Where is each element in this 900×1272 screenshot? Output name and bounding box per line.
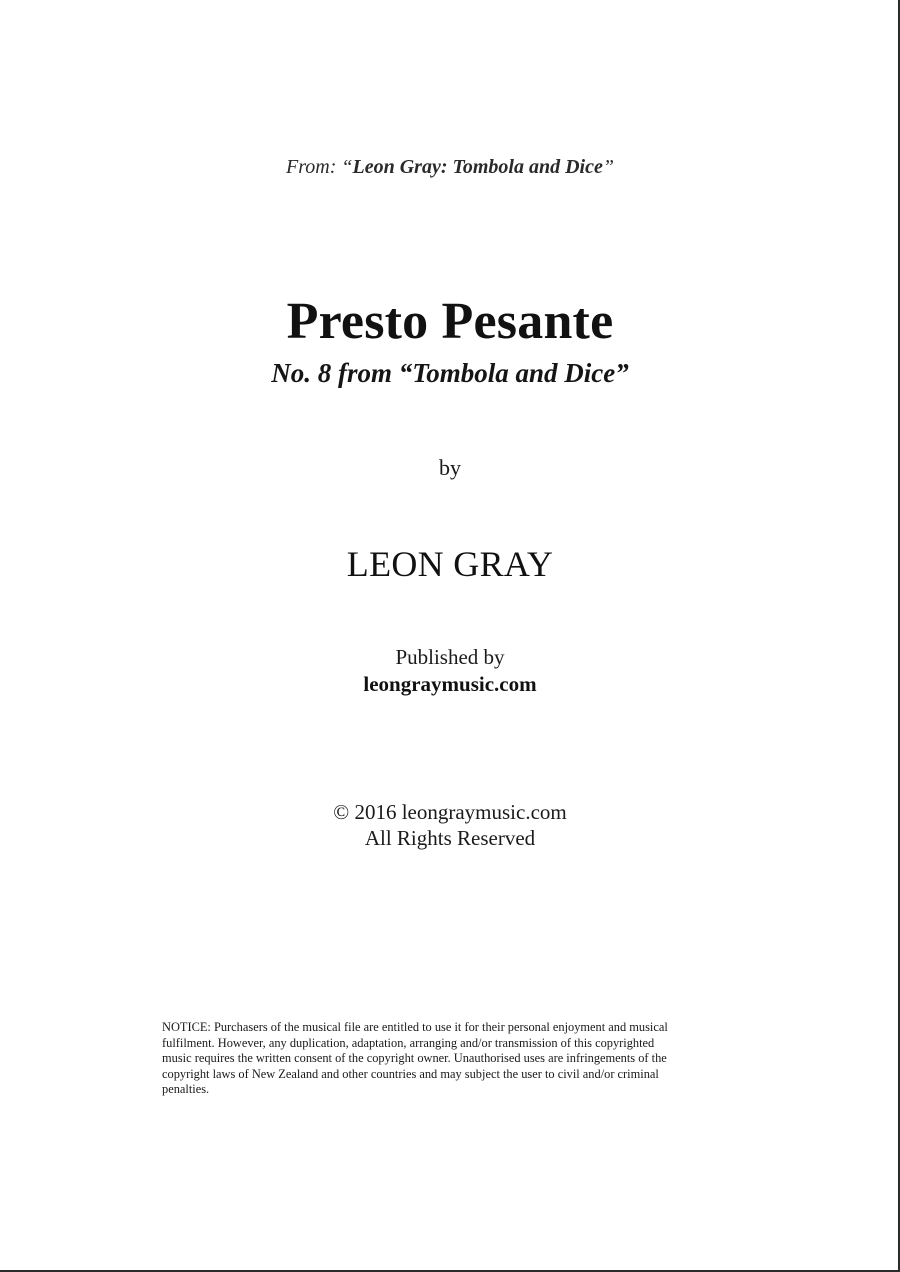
composer-name: LEON GRAY [346,544,554,584]
notice-line: fulfilment. However, any duplication, adaptation, arranging and/or transmission of this copyrighted [162,1035,655,1050]
piece-title: Presto Pesante [286,293,614,350]
notice-line: penalties. [162,1082,210,1096]
copyright-notice [162,1020,786,1098]
source-suffix: ” [602,156,614,178]
copyright-line: © 2016 leongraymusic.com [333,800,567,824]
source-prefix: From: “ [286,156,353,178]
piece-subtitle: No. 8 from “Tombola and Dice” [271,358,629,388]
publisher-name: leongraymusic.com [363,672,537,696]
rights-line: All Rights Reserved [364,826,536,850]
published-by-label: Published by [395,645,505,669]
source-collection-title: Leon Gray: Tombola and Dice [352,156,603,178]
notice-line: music requires the written consent of the copyright owner. Unauthorised uses are infringements of the [162,1051,667,1065]
notice-line: copyright laws of New Zealand and other countries and may subject the user to civil and/or criminal [162,1066,659,1081]
by-label: by [439,455,461,480]
source-line [0,156,900,179]
notice-line: NOTICE: Purchasers of the musical file are entitled to use it for their personal enjoyment and musical [162,1020,668,1034]
